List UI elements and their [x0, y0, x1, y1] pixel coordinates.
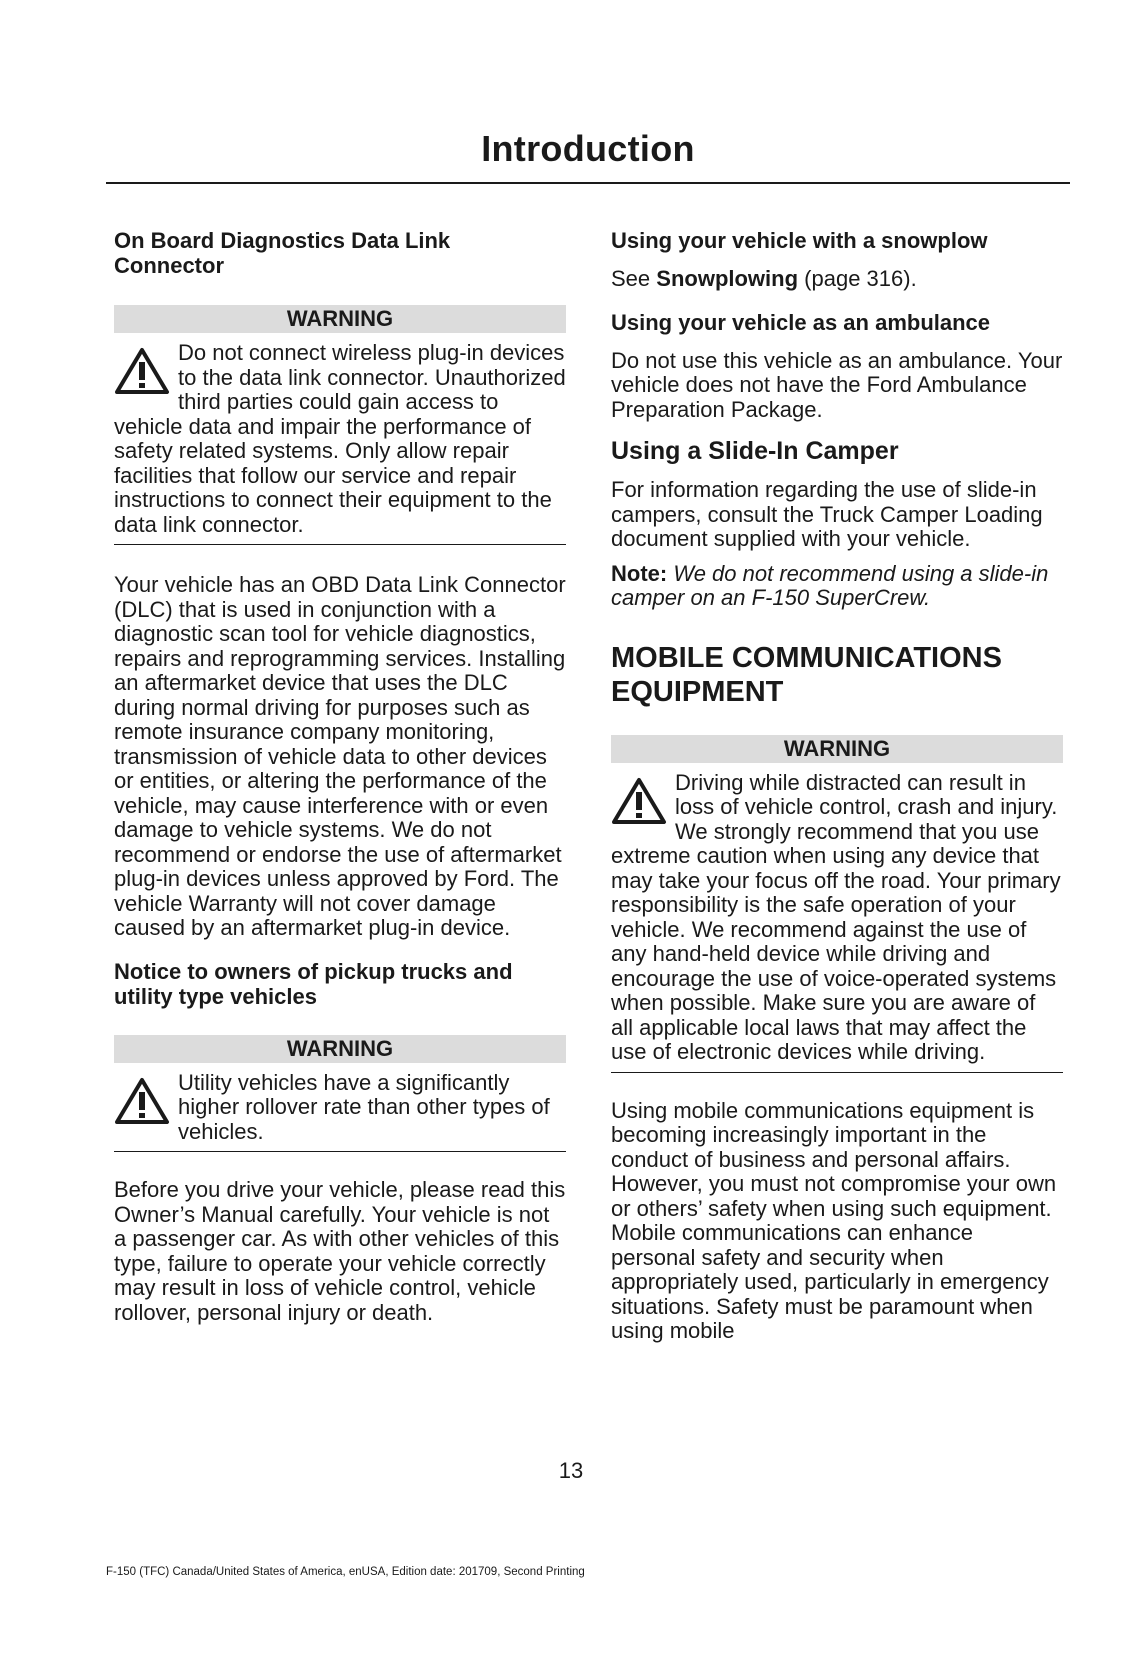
snowplow-heading: Using your vehicle with a snowplow — [611, 228, 988, 253]
notice-heading: Notice to owners of pickup trucks and utility type vehicles — [114, 958, 513, 1009]
page-number: 13 — [558, 1458, 584, 1483]
snowplow-reference — [611, 267, 1063, 292]
title-divider — [106, 182, 1070, 184]
warning-text: Do not connect wireless plug-in devices to the data link connector. Unauthorized third parties could gain access to vehicle data and impair the performance of safety related systems. Only allow repair facilities that follow our service and repair instructions to connect their equipment to the data link connector. — [114, 340, 566, 537]
warning-label: WARNING — [114, 1035, 566, 1063]
warning-triangle-icon — [611, 777, 667, 825]
snowplowing-link[interactable]: Snowplowing — [656, 266, 799, 291]
camper-paragraph: For information regarding the use of slide-in campers, consult the Truck Camper Loading document supplied with your vehicle. — [611, 477, 1043, 551]
warning-label: WARNING — [611, 735, 1063, 763]
note-text: We do not recommend using a slide-in camper on an F-150 SuperCrew. — [611, 560, 1049, 610]
mobile-paragraph: Using mobile communications equipment is becoming increasingly important in the conduct of business and personal affairs. However, you must not compromise your own or others’ safety when using such equipment. Mobile communications can enhance personal safety and security when appropriately used, particularly in emergency situations. Safety must be paramount when using mobile — [611, 1097, 1057, 1343]
note-label: Note: — [611, 560, 668, 586]
footer-edition: F-150 (TFC) Canada/United States of America, enUSA, Edition date: 201709, Second Printing — [106, 1566, 585, 1578]
ambulance-paragraph: Do not use this vehicle as an ambulance. Your vehicle does not have the Ford Ambulance Preparation Package. — [611, 347, 1063, 422]
obd-heading: On Board Diagnostics Data Link Connector — [114, 228, 451, 278]
warning-box-distraction — [611, 771, 1063, 1065]
left-column — [114, 228, 566, 1325]
warning-triangle-icon — [114, 1077, 170, 1125]
warning-triangle-icon — [114, 347, 170, 395]
warning-box-obd — [114, 341, 566, 537]
page-title: Introduction — [481, 128, 695, 169]
mobile-heading: MOBILE COMMUNICATIONS EQUIPMENT — [611, 641, 1002, 708]
warning-text: Utility vehicles have a significantly higher rollover rate than other types of vehicles. — [178, 1069, 550, 1144]
ambulance-heading: Using your vehicle as an ambulance — [611, 309, 991, 335]
snowplow-see: See — [611, 266, 651, 291]
notice-paragraph: Before you drive your vehicle, please read this Owner’s Manual carefully. Your vehicle is not a passenger car. As with other vehicles of this type, failure to operate your vehicle correctly may result in loss of vehicle control, vehicle rollover, personal injury or death. — [114, 1177, 566, 1325]
obd-paragraph: Your vehicle has an OBD Data Link Connector (DLC) that is used in conjunction with a diagnostic scan tool for vehicle diagnostics, repairs and reprogramming services. Installing an aftermarket device that uses the DLC during normal driving for purposes such as remote insurance company monitoring, transmission of vehicle data to other devices or entities, or altering the performance of the vehicle, may cause interference with or even damage to vehicle systems. We do not recommend or endorse the use of aftermarket plug-in devices unless approved by Ford. The vehicle Warranty will not cover damage caused by an aftermarket plug-in device. — [114, 572, 566, 940]
camper-note — [611, 562, 1063, 611]
warning-box-rollover — [114, 1071, 566, 1145]
snowplow-page-ref: (page 316). — [804, 266, 917, 291]
warning-label: WARNING — [114, 305, 566, 333]
right-column — [611, 228, 1063, 1344]
camper-heading: Using a Slide-In Camper — [611, 437, 899, 465]
warning-text: Driving while distracted can result in loss of vehicle control, crash and injury. We strongly recommend that you use extreme caution when using any device that may take your focus off the road. Your primary responsibility is the safe operation of your vehicle. We recommend against the use of any hand-held device while driving and encourage the use of voice-operated systems when possible. Make sure you are aware of all applicable local laws that may affect the use of electronic devices while driving. — [611, 769, 1061, 1064]
